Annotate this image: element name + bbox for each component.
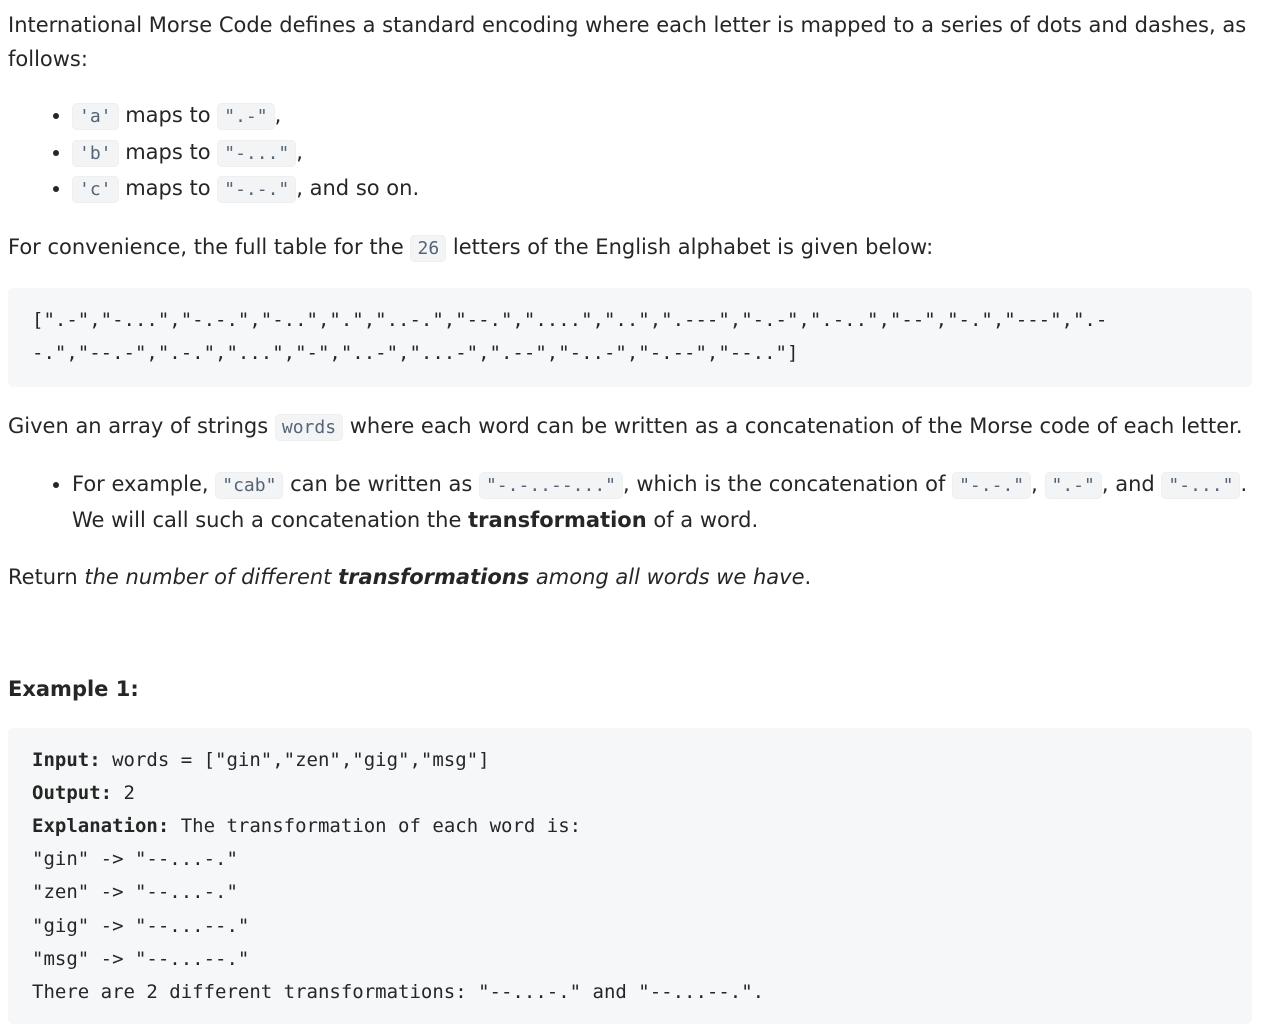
morse-code: ".-": [217, 103, 274, 130]
italic-text: among all words we have: [535, 564, 805, 589]
text: of a word.: [653, 508, 759, 532]
suffix-text: ,: [296, 139, 303, 164]
italic-text: the number of different: [84, 564, 332, 589]
input-value: words = ["gin","zen","gig","msg"]: [100, 748, 490, 771]
text: .: [804, 564, 812, 589]
text: , which is the concatenation of: [623, 471, 946, 496]
transformation-term: transformation: [468, 508, 647, 532]
word-code: "cab": [215, 472, 283, 499]
morse-code: "-...": [217, 140, 296, 167]
text: , and: [1101, 471, 1155, 496]
letter-count: 26: [410, 235, 446, 262]
list-item: [72, 467, 1252, 538]
list-item: [72, 171, 1252, 208]
morse-code: "-.-..--...": [479, 472, 623, 499]
maps-to-text: maps to: [125, 176, 211, 200]
convenience-text: letters of the English alphabet is given below:: [452, 234, 934, 259]
given-paragraph: [8, 409, 1252, 445]
explanation-value: The transformation of each word is:: [169, 814, 582, 837]
morse-code: ".-": [1045, 472, 1102, 499]
intro-paragraph: International Morse Code defines a standard encoding where each letter is mapped to a series of dots and dashes, as follows:: [8, 13, 1247, 71]
morse-code: "-...": [1161, 472, 1240, 499]
example-block: [8, 728, 1252, 1025]
words-variable: words: [275, 414, 343, 441]
output-line: [32, 777, 1228, 810]
output-label: Output:: [32, 781, 113, 804]
list-item: [72, 98, 1252, 135]
text: ,: [1031, 471, 1038, 496]
text: For example,: [72, 471, 209, 496]
maps-to-text: maps to: [125, 139, 211, 164]
letter-code: 'c': [72, 176, 119, 203]
transformations-term: transformations: [338, 564, 530, 589]
input-line: [32, 744, 1228, 777]
example-title: Example 1:: [8, 676, 139, 701]
transformation-line: "gig" -> "--...--.": [32, 914, 250, 937]
convenience-paragraph: [8, 230, 1252, 266]
conclusion-line: There are 2 different transformations: "--...-." and "--...--.".: [32, 980, 765, 1003]
maps-to-text: maps to: [125, 103, 211, 127]
transformation-line: "msg" -> "--...--.": [32, 947, 250, 970]
morse-code: "-.-.": [952, 472, 1031, 499]
convenience-text: For convenience, the full table for the: [8, 234, 404, 259]
transformation-line: "zen" -> "--...-.": [32, 881, 238, 904]
output-value: 2: [112, 781, 135, 804]
given-text: Given an array of strings: [8, 413, 269, 438]
suffix-text: , and so on.: [296, 176, 420, 200]
given-text: where each word can be written as a concatenation of the Morse code of each letter.: [349, 413, 1243, 438]
explanation-line: [32, 810, 1228, 843]
morse-table-line: [".-","-...","-.-.","-..",".","..-.","--.","....","..",".---","-.-",".-..","--","-.","---",".-: [32, 308, 1108, 331]
morse-table-line: -.","--.-",".-.","...","-","..-","...-",".--","-..-","-.--","--.."]: [32, 341, 799, 364]
letter-code: 'b': [72, 140, 119, 167]
suffix-text: ,: [274, 103, 282, 127]
list-item: [72, 135, 1252, 172]
text: can be written as: [290, 471, 473, 496]
text: . We will call such a concatenation the: [72, 471, 1248, 532]
morse-code: "-.-.": [217, 176, 296, 203]
mapping-list: [8, 98, 1252, 208]
text: Return: [8, 564, 78, 589]
return-paragraph: [8, 560, 1252, 594]
example-list: [8, 467, 1252, 538]
letter-code: 'a': [72, 103, 119, 130]
explanation-label: Explanation:: [32, 814, 170, 837]
morse-table-block: [8, 288, 1252, 387]
input-label: Input:: [32, 748, 101, 771]
transformation-line: "gin" -> "--...-.": [32, 848, 238, 871]
